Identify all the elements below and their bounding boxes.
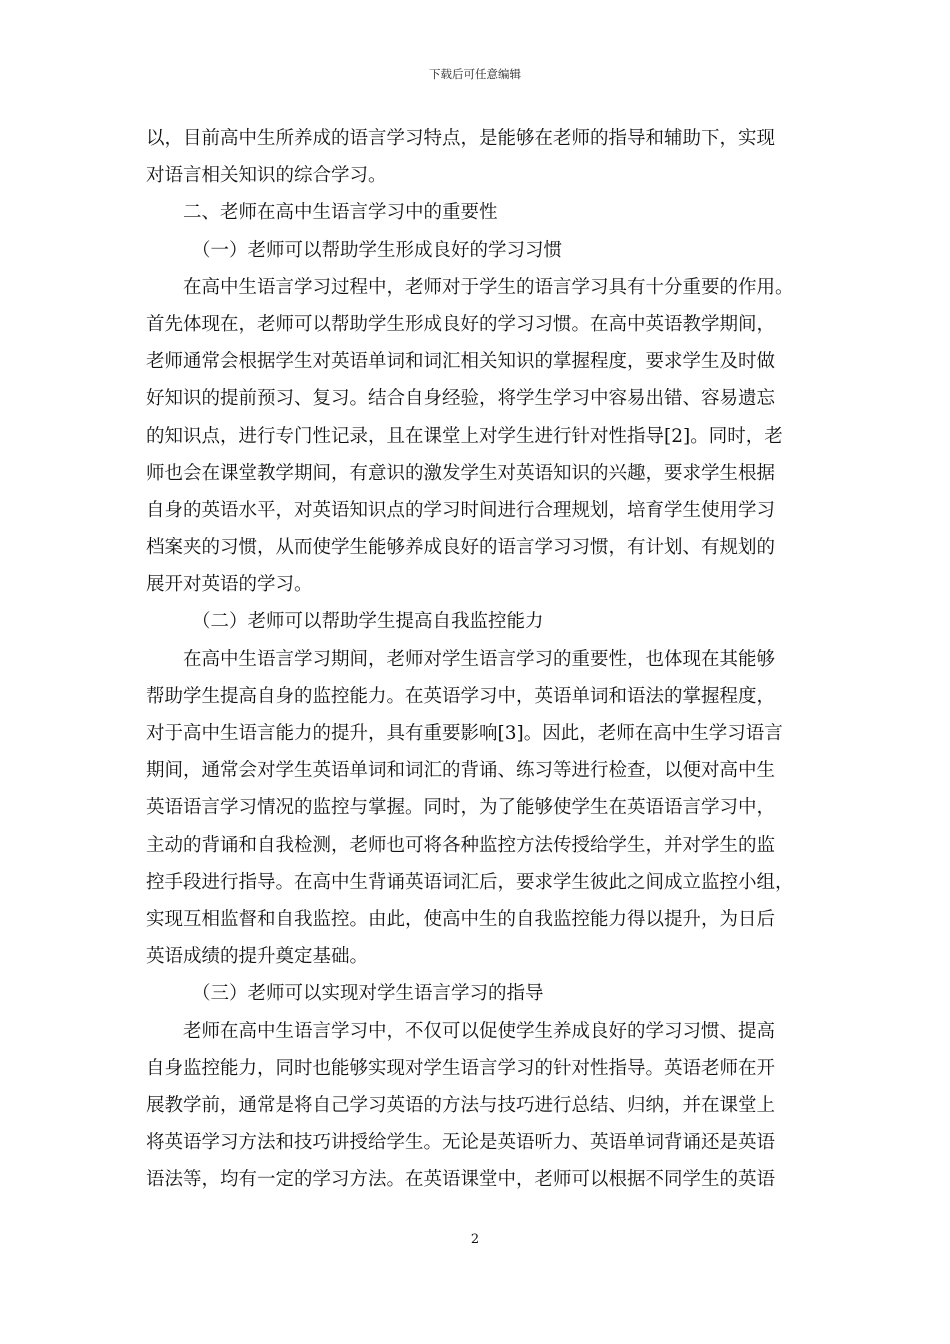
text-line: 老师通常会根据学生对英语单词和词汇相关知识的掌握程度，要求学生及时做	[146, 351, 776, 373]
subsection-heading: （二）老师可以帮助学生提高自我监控能力	[192, 611, 544, 633]
text-line: 师也会在课堂教学期间，有意识的激发学生对英语知识的兴趣，要求学生根据	[146, 462, 776, 484]
text-line: 对于高中生语言能力的提升，具有重要影响[3]。因此，老师在高中生学习语言	[146, 723, 783, 744]
text-line: 自身监控能力，同时也能够实现对学生语言学习的针对性指导。英语老师在开	[146, 1057, 776, 1079]
text-line: 档案夹的习惯，从而使学生能够养成良好的语言学习习惯，有计划、有规划的	[146, 537, 776, 559]
text-line: 帮助学生提高自身的监控能力。在英语学习中，英语单词和语法的掌握程度，	[146, 685, 776, 707]
document-body	[146, 120, 806, 1198]
text-line: 对语言相关知识的综合学习。	[146, 165, 387, 187]
text-line: 自身的英语水平，对英语知识点的学习时间进行合理规划，培育学生使用学习	[146, 499, 776, 521]
text-line: 期间，通常会对学生英语单词和词汇的背诵、练习等进行检查，以便对高中生	[146, 760, 776, 782]
text-line: 展教学前，通常是将自己学习英语的方法与技巧进行总结、归纳，并在课堂上	[146, 1094, 776, 1116]
text-line: 以，目前高中生所养成的语言学习特点，是能够在老师的指导和辅助下，实现	[146, 128, 776, 149]
text-line: 英语语言学习情况的监控与掌握。同时，为了能够使学生在英语语言学习中，	[146, 797, 776, 819]
paragraph-first-line: 在高中生语言学习期间，老师对学生语言学习的重要性，也体现在其能够	[183, 648, 776, 670]
paragraph-first-line: 在高中生语言学习过程中，老师对于学生的语言学习具有十分重要的作用。	[183, 276, 794, 298]
text-line: 好知识的提前预习、复习。结合自身经验，将学生学习中容易出错、容易遗忘	[146, 388, 776, 410]
text-line: 控手段进行指导。在高中生背诵英语词汇后，要求学生彼此之间成立监控小组，	[146, 871, 794, 893]
page-header: 下载后可任意编辑	[429, 67, 521, 81]
text-line: 主动的背诵和自我检测，老师也可将各种监控方法传授给学生，并对学生的监	[146, 834, 776, 856]
text-line: 的知识点，进行专门性记录，且在课堂上对学生进行针对性指导[2]。同时，老	[146, 425, 783, 447]
text-line: 展开对英语的学习。	[146, 574, 313, 596]
text-line: 首先体现在，老师可以帮助学生形成良好的学习习惯。在高中英语教学期间，	[146, 313, 776, 335]
text-line: 将英语学习方法和技巧讲授给学生。无论是英语听力、英语单词背诵还是英语	[146, 1132, 776, 1154]
page-number: 2	[470, 1232, 480, 1247]
section-heading: 二、老师在高中生语言学习中的重要性	[183, 202, 498, 224]
subsection-heading: （一）老师可以帮助学生形成良好的学习习惯	[192, 239, 563, 261]
text-line: 实现互相监督和自我监控。由此，使高中生的自我监控能力得以提升，为日后	[146, 908, 776, 930]
text-line: 英语成绩的提升奠定基础。	[146, 946, 369, 968]
subsection-heading: （三）老师可以实现对学生语言学习的指导	[192, 983, 544, 1005]
paragraph-first-line: 老师在高中生语言学习中，不仅可以促使学生养成良好的学习习惯、提高	[183, 1020, 776, 1042]
text-line: 语法等，均有一定的学习方法。在英语课堂中，老师可以根据不同学生的英语	[146, 1169, 776, 1191]
